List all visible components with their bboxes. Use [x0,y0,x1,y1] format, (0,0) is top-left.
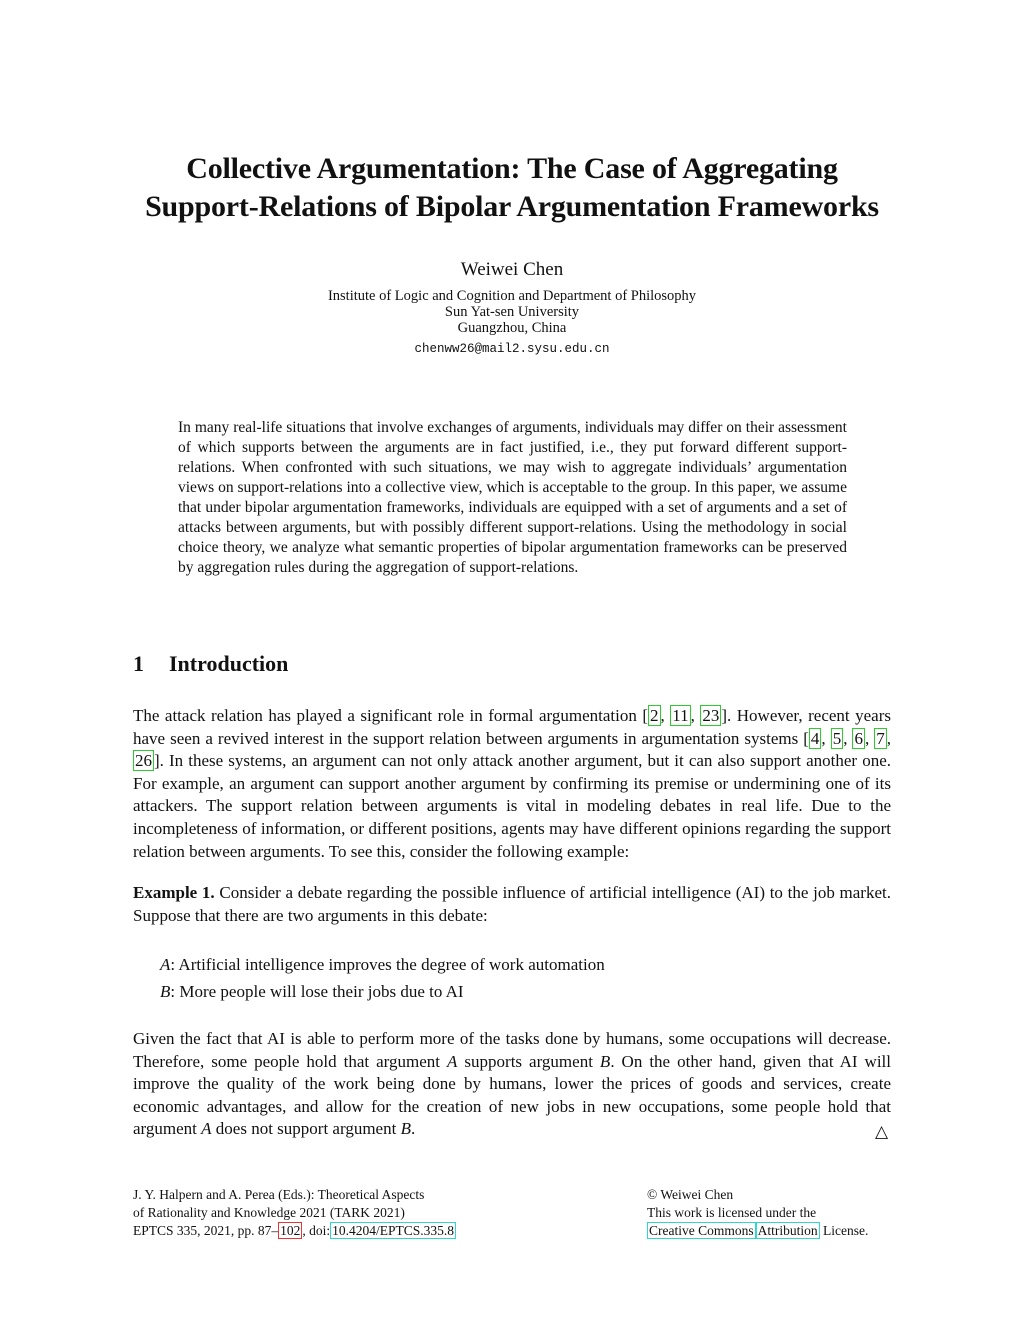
example-discussion [133,1028,891,1141]
section-title: Introduction [169,651,289,676]
example-paragraph [133,882,891,927]
paper-title [100,150,924,226]
argument-a [160,955,605,975]
discussion-arg-b: B [599,1051,611,1071]
attribution-link[interactable]: Attribution [757,1223,818,1238]
affiliation-line-3: Guangzhou, China [457,320,567,336]
discussion-text-3: . On the other hand, given that AI will improve the quality of the work being done by humans, lower the prices of goods and services, create economic advantages, and allow for the creation of new jobs in new occupations, some people hold that argument [133,1051,891,1139]
argument-b-name: B [160,982,171,1001]
footer-license-suffix: License. [819,1223,869,1238]
page-range-link[interactable]: 102 [280,1223,301,1238]
discussion-text-4: does not support argument [211,1119,401,1139]
citation-link[interactable]: 2 [650,706,659,725]
argument-b-text: : More people will lose their jobs due to AI [170,982,464,1001]
footer-license-info [647,1186,868,1240]
example-label: Example 1. [133,883,215,902]
abstract [178,418,847,578]
author-email: chenww26@mail2.sysu.edu.cn [414,342,610,356]
affiliation-line-1: Institute of Logic and Cognition and Department of Philosophy [327,288,697,304]
abstract-text: In many real-life situations that involve exchanges of arguments, individuals may differ on their assessment of which supports between the arguments are in fact justified, i.e., they put forward different support-relations. When confronted with such situations, we may wish to aggregate individuals’ argumentation views on support-relations into a collective view, which is acceptable to the group. In this paper, we assume that under bipolar argumentation frameworks, individuals are equipped with a set of arguments and a set of attacks between arguments, but with possibly different support-relations. Using the methodology in social choice theory, we analyze what semantic properties of bipolar argumentation frameworks can be preserved by aggregation rules during the aggregation of support-relations. [178,419,847,576]
title-line-2: Support-Relations of Bipolar Argumentation Frameworks [145,190,879,223]
footer-left-line-1: J. Y. Halpern and A. Perea (Eds.): Theoretical Aspects [133,1187,425,1202]
title-line-1: Collective Argumentation: The Case of Aggregating [186,152,838,185]
doi-link[interactable]: 10.4204/EPTCS.335.8 [332,1223,455,1238]
citation-link[interactable]: 7 [876,728,885,748]
section-number: 1 [133,651,144,676]
citation-link[interactable]: 6 [854,728,863,748]
footer-copyright: © Weiwei Chen [647,1187,734,1202]
discussion-arg-a: A [447,1051,458,1071]
argument-b [160,982,464,1002]
argument-a-name: A [160,955,171,974]
discussion-arg-b: B [400,1119,411,1139]
footer-left-line-2: of Rationality and Knowledge 2021 (TARK 2021) [133,1205,405,1220]
intro-text-1: The attack relation has played a significant role in formal argumentation [ [133,706,649,725]
argument-a-text: : Artificial intelligence improves the degree of work automation [170,955,605,974]
section-heading [133,651,288,677]
footer-left-line-3 [133,1222,456,1240]
footer-publication-info [133,1186,456,1240]
footer-license-line: This work is licensed under the [647,1205,817,1220]
example-text: Consider a debate regarding the possible influence of artificial intelligence (AI) to the job market. Suppose that there are two arguments in this debate: [133,883,891,925]
discussion-arg-a: A [201,1119,212,1139]
affiliation-line-2: Sun Yat-sen University [444,304,580,320]
discussion-text-1: Given the fact that AI is able to perform more of the tasks done by humans, some occupations will decrease. Therefore, some people hold that argument [133,1029,891,1071]
intro-paragraph: The attack relation has played a significant role in formal argumentation [ 2 , 11 , 23 ]. However, recent years have seen a revived interest in the support relation between arguments in argumentation systems [ 4 , 5 , 6 , 7 , 26 ]. In these systems, an argument can not only attack another argument, but it can also support another one. For example, an argument can support another argument by confirming its premise or undermining one of its attackers. The support relation between arguments is vital in modeling debates in real life. Due to the incompleteness of information, or different positions, agents may have different opinions regarding the support relation between arguments. To see this, consider the following example: [133,706,891,861]
creative-commons-link[interactable]: Creative Commons [649,1223,754,1238]
citation-link[interactable]: 11 [672,706,689,725]
intro-text-3: ]. In these systems, an argument can not only attack another argument, but it can also support another one. For example, an argument can support another argument by confirming its premise or undermining one of its attackers. The support relation between arguments is vital in modeling debates in real life. Due to the incompleteness of information, or different positions, agents may have different opinions regarding the support relation between arguments. To see this, consider the following example: [133,751,891,861]
footer-right-line-3 [647,1222,868,1240]
footer-doi-label: , doi: [302,1223,331,1238]
citation-link[interactable]: 4 [810,728,820,748]
citation-link[interactable]: 5 [832,728,842,748]
discussion-text-5: . [410,1119,416,1139]
discussion-text-2: supports argument [457,1051,600,1071]
intro-text-2: ]. However, recent years have seen a revived interest in the support relation between arguments in argumentation systems [ [133,706,891,748]
end-of-example-icon: △ [875,1122,889,1141]
author-affiliation [0,288,1024,336]
citation-link[interactable]: 23 [702,706,720,725]
citation-link[interactable]: 26 [135,751,152,771]
author-name: Weiwei Chen [460,259,564,280]
footer-eptcs-text: EPTCS 335, 2021, pp. 87– [133,1223,279,1238]
